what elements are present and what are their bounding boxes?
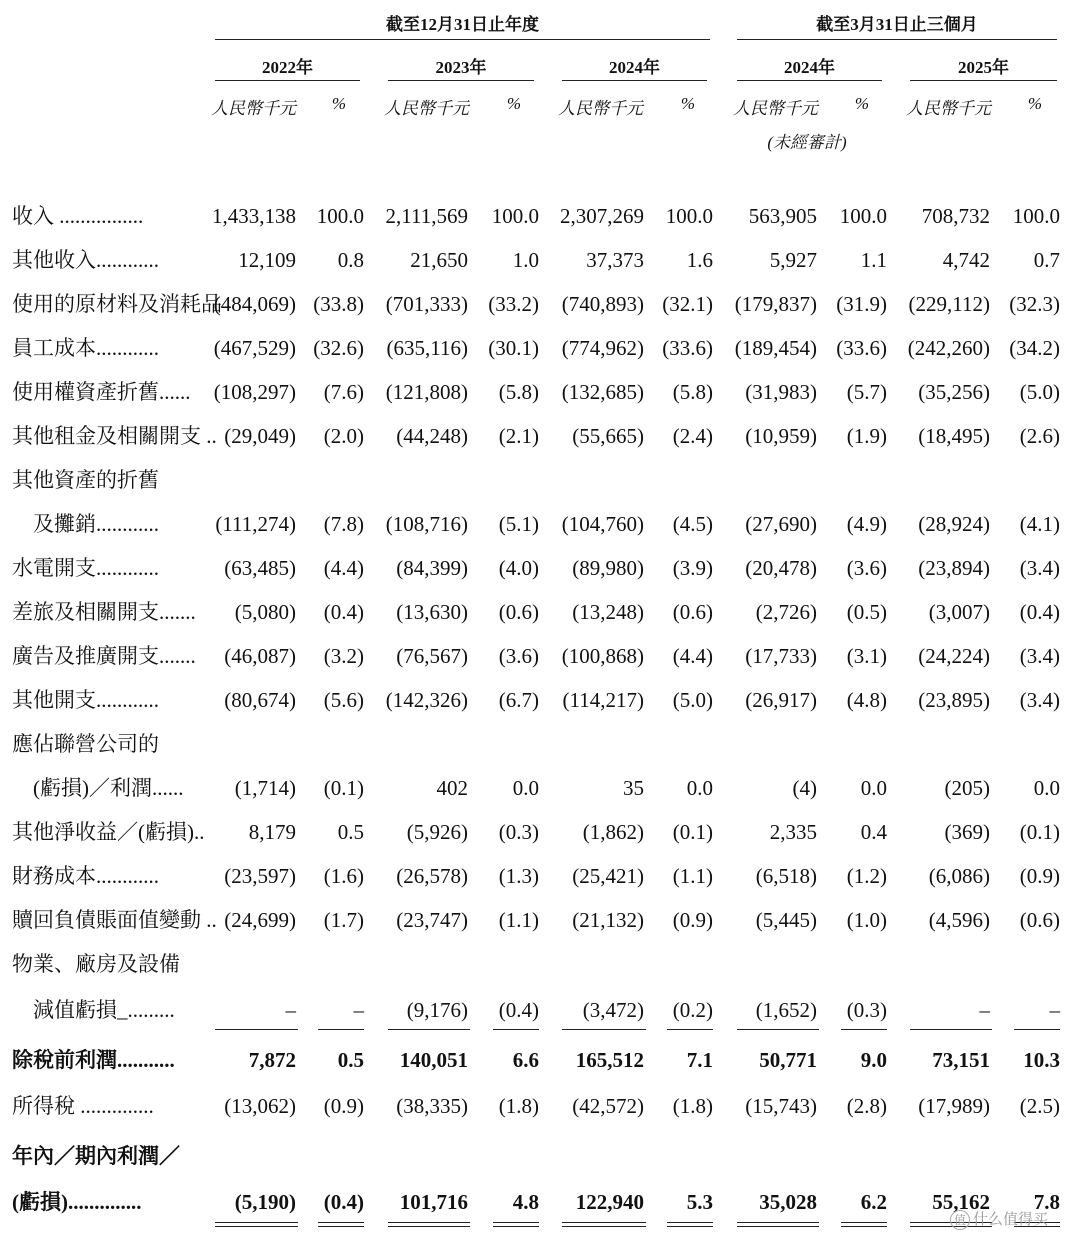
year-header: 2024年: [609, 58, 660, 77]
pct-cell: 100.0: [665, 204, 713, 228]
pct-cell: (4.8): [846, 688, 887, 712]
amount-cell: (76,567): [396, 644, 468, 668]
pct-cell: (5.0): [672, 688, 713, 712]
pct-cell: (1.3): [498, 864, 539, 888]
subtotal-rule: [910, 1029, 992, 1030]
pct-cell: (7.8): [323, 512, 364, 536]
pct-cell: (3.1): [846, 644, 887, 668]
amount-cell: (23,894): [918, 556, 990, 580]
pct-cell: (1.6): [323, 864, 364, 888]
amount-cell: (23,895): [918, 688, 990, 712]
subtotal-rule: [318, 1029, 364, 1030]
table-row: [0, 418, 1080, 458]
pct-cell: (30.1): [488, 336, 539, 360]
pct-cell: 7.8: [1033, 1190, 1060, 1214]
pct-cell: (0.4): [323, 600, 364, 624]
pct-cell: 1.6: [686, 248, 713, 272]
unit-pct-label: %: [680, 94, 696, 113]
amount-cell: 122,940: [575, 1190, 644, 1214]
table-row: [0, 594, 1080, 634]
pct-cell: 6.2: [860, 1190, 887, 1214]
pct-cell: (32.6): [313, 336, 364, 360]
row-label: 其他收入............: [12, 248, 159, 272]
pct-cell: (7.6): [323, 380, 364, 404]
amount-cell: (369): [944, 820, 990, 844]
amount-cell: (467,529): [213, 336, 296, 360]
amount-cell: (26,917): [745, 688, 817, 712]
amount-cell: (63,485): [224, 556, 296, 580]
subtotal-rule: [562, 1029, 646, 1030]
pct-cell: (1.8): [498, 1094, 539, 1118]
amount-cell: 4,742: [942, 248, 990, 272]
amount-cell: (35,256): [918, 380, 990, 404]
amount-cell: (5,926): [406, 820, 468, 844]
pct-cell: (5.8): [672, 380, 713, 404]
year-header: 2024年: [784, 58, 835, 77]
amount-cell: –: [285, 998, 296, 1022]
amount-cell: 101,716: [399, 1190, 468, 1214]
pct-cell: (0.3): [498, 820, 539, 844]
year-header-rule: [910, 80, 1057, 81]
row-label: 應佔聯營公司的: [12, 732, 159, 756]
amount-cell: 21,650: [410, 248, 468, 272]
group-header-q: 截至3月31日止三個月: [816, 15, 978, 34]
pct-cell: 0.8: [337, 248, 364, 272]
subtotal-rule: [215, 1029, 298, 1030]
amount-cell: (55,665): [572, 424, 644, 448]
pct-cell: (33.6): [662, 336, 713, 360]
amount-cell: (13,630): [396, 600, 468, 624]
pct-cell: (5.0): [1019, 380, 1060, 404]
pct-cell: (5.8): [498, 380, 539, 404]
pct-cell: (2.1): [498, 424, 539, 448]
pct-cell: (4.4): [323, 556, 364, 580]
pct-cell: (0.4): [1019, 600, 1060, 624]
amount-cell: 165,512: [575, 1048, 644, 1072]
row-label: 減值虧損_.........: [12, 998, 175, 1022]
pct-cell: (4.1): [1019, 512, 1060, 536]
subtotal-rule: [1014, 1029, 1060, 1030]
total-double-rule: [215, 1222, 298, 1227]
pct-cell: (2.8): [846, 1094, 887, 1118]
pct-cell: (3.4): [1019, 688, 1060, 712]
unit-pct-label: %: [854, 94, 870, 113]
amount-cell: 12,109: [238, 248, 296, 272]
pct-cell: (0.4): [323, 1190, 364, 1214]
table-row: [0, 1088, 1080, 1128]
table-row: [0, 198, 1080, 238]
row-label: 年內／期內利潤／: [12, 1144, 180, 1168]
amount-cell: 8,179: [248, 820, 296, 844]
amount-cell: (205): [944, 776, 990, 800]
group-header-q-rule: [737, 39, 1057, 40]
row-label: 所得稅 ..............: [12, 1094, 154, 1118]
table-row: [0, 374, 1080, 414]
row-label: 使用權資產折舊......: [12, 380, 191, 404]
pct-cell: (3.6): [846, 556, 887, 580]
amount-cell: (3,007): [928, 600, 990, 624]
amount-cell: (5,190): [234, 1190, 296, 1214]
row-label: 其他資產的折舊: [12, 468, 159, 492]
pct-cell: 100.0: [839, 204, 887, 228]
table-row: [0, 770, 1080, 810]
year-header: 2022年: [262, 58, 313, 77]
pct-cell: (0.1): [323, 776, 364, 800]
amount-cell: (774,962): [561, 336, 644, 360]
row-label: 贖回負債賬面值變動 ..: [12, 908, 217, 932]
table-row: [0, 506, 1080, 546]
amount-cell: (25,421): [572, 864, 644, 888]
pct-cell: 0.5: [337, 1048, 364, 1072]
row-label: 員工成本............: [12, 336, 159, 360]
pct-cell: (4.4): [672, 644, 713, 668]
table-row: [0, 462, 1080, 502]
total-double-rule: [493, 1222, 539, 1227]
pct-cell: 0.0: [686, 776, 713, 800]
unit-amount-label: 人民幣千元: [558, 99, 643, 118]
pct-cell: (0.9): [1019, 864, 1060, 888]
row-label: (虧損)..............: [12, 1190, 142, 1214]
total-double-rule: [737, 1222, 819, 1227]
amount-cell: (1,652): [755, 998, 817, 1022]
group-header-fy-rule: [215, 39, 710, 40]
pct-cell: (34.2): [1009, 336, 1060, 360]
amount-cell: (132,685): [561, 380, 644, 404]
pct-cell: (4.0): [498, 556, 539, 580]
amount-cell: (4): [792, 776, 817, 800]
amount-cell: 7,872: [248, 1048, 296, 1072]
amount-cell: (13,062): [224, 1094, 296, 1118]
amount-cell: (21,132): [572, 908, 644, 932]
total-double-rule: [388, 1222, 470, 1227]
row-label: 廣告及推廣開支.......: [12, 644, 196, 668]
table-row: [0, 858, 1080, 898]
amount-cell: (740,893): [561, 292, 644, 316]
amount-cell: 563,905: [748, 204, 817, 228]
table-row: [0, 992, 1080, 1032]
total-double-rule: [667, 1222, 713, 1227]
pct-cell: (1.8): [672, 1094, 713, 1118]
pct-cell: (0.6): [498, 600, 539, 624]
row-label: 財務成本............: [12, 864, 159, 888]
amount-cell: (31,983): [745, 380, 817, 404]
amount-cell: (104,760): [561, 512, 644, 536]
pct-cell: (3.6): [498, 644, 539, 668]
pct-cell: (0.6): [1019, 908, 1060, 932]
pct-cell: (5.1): [498, 512, 539, 536]
amount-cell: (121,808): [385, 380, 468, 404]
pct-cell: 0.0: [860, 776, 887, 800]
pct-cell: (32.1): [662, 292, 713, 316]
unit-pct-label: %: [331, 94, 347, 113]
pct-cell: 0.4: [860, 820, 887, 844]
year-header-rule: [562, 80, 707, 81]
table-row: [0, 1184, 1080, 1224]
amount-cell: (179,837): [734, 292, 817, 316]
amount-cell: (242,260): [907, 336, 990, 360]
pct-cell: 100.0: [491, 204, 539, 228]
amount-cell: (18,495): [918, 424, 990, 448]
pct-cell: 1.0: [512, 248, 539, 272]
subtotal-rule: [737, 1029, 819, 1030]
amount-cell: 708,732: [921, 204, 990, 228]
amount-cell: (26,578): [396, 864, 468, 888]
row-label: 其他淨收益／(虧損)..: [12, 820, 205, 844]
year-header: 2023年: [435, 58, 487, 77]
table-row: [0, 902, 1080, 942]
amount-cell: (24,224): [918, 644, 990, 668]
total-double-rule: [318, 1222, 364, 1227]
amount-cell: 55,162: [932, 1190, 990, 1214]
watermark-text: 什么值得买: [973, 1210, 1049, 1228]
pct-cell: 9.0: [860, 1048, 887, 1072]
amount-cell: (701,333): [385, 292, 468, 316]
amount-cell: (2,726): [755, 600, 817, 624]
pct-cell: (6.7): [498, 688, 539, 712]
unaudited-label: (未經審計): [767, 133, 847, 152]
pct-cell: (1.0): [846, 908, 887, 932]
unit-amount-label: 人民幣千元: [733, 99, 818, 118]
pct-cell: 100.0: [1012, 204, 1060, 228]
table-row: [0, 1138, 1080, 1178]
amount-cell: (23,747): [396, 908, 468, 932]
pct-cell: (1.1): [498, 908, 539, 932]
pct-cell: 10.3: [1023, 1048, 1060, 1072]
pct-cell: (0.9): [323, 1094, 364, 1118]
table-row: [0, 946, 1080, 986]
row-label: 除稅前利潤...........: [12, 1048, 175, 1072]
pct-cell: (33.6): [836, 336, 887, 360]
group-header-fy: 截至12月31日止年度: [386, 15, 539, 34]
pct-cell: 4.8: [512, 1190, 539, 1214]
amount-cell: (17,989): [918, 1094, 990, 1118]
subtotal-rule: [388, 1029, 470, 1030]
row-label: 差旅及相關開支.......: [12, 600, 196, 624]
pct-cell: –: [353, 998, 364, 1022]
table-row: [0, 286, 1080, 326]
amount-cell: 35,028: [759, 1190, 817, 1214]
amount-cell: (24,699): [224, 908, 296, 932]
subtotal-rule: [493, 1029, 539, 1030]
pct-cell: (5.7): [846, 380, 887, 404]
amount-cell: 37,373: [586, 248, 644, 272]
amount-cell: (15,743): [745, 1094, 817, 1118]
amount-cell: (484,069): [213, 292, 296, 316]
total-double-rule: [841, 1222, 887, 1227]
pct-cell: (5.6): [323, 688, 364, 712]
pct-cell: (0.9): [672, 908, 713, 932]
amount-cell: (229,112): [908, 292, 990, 316]
row-label: 收入 ................: [12, 204, 144, 228]
amount-cell: (3,472): [582, 998, 644, 1022]
pct-cell: (0.6): [672, 600, 713, 624]
table-row: [0, 550, 1080, 590]
pct-cell: (31.9): [836, 292, 887, 316]
pct-cell: (3.2): [323, 644, 364, 668]
pct-cell: (4.5): [672, 512, 713, 536]
amount-cell: (9,176): [406, 998, 468, 1022]
amount-cell: (1,714): [234, 776, 296, 800]
pct-cell: 5.3: [686, 1190, 713, 1214]
amount-cell: (6,086): [928, 864, 990, 888]
amount-cell: 140,051: [399, 1048, 468, 1072]
pct-cell: 6.6: [512, 1048, 539, 1072]
amount-cell: (108,297): [213, 380, 296, 404]
amount-cell: (80,674): [224, 688, 296, 712]
pct-cell: (1.7): [323, 908, 364, 932]
amount-cell: 5,927: [769, 248, 817, 272]
pct-cell: (2.0): [323, 424, 364, 448]
amount-cell: (6,518): [755, 864, 817, 888]
pct-cell: (3.4): [1019, 644, 1060, 668]
year-header-rule: [215, 80, 360, 81]
table-row: [0, 726, 1080, 766]
watermark-icon: 值: [950, 1210, 970, 1230]
row-label: 其他開支............: [12, 688, 159, 712]
amount-cell: –: [979, 998, 990, 1022]
year-header-rule: [737, 80, 882, 81]
pct-cell: 0.0: [512, 776, 539, 800]
pct-cell: (33.2): [488, 292, 539, 316]
amount-cell: (635,116): [386, 336, 468, 360]
amount-cell: 2,335: [769, 820, 817, 844]
amount-cell: 2,307,269: [560, 204, 644, 228]
row-label: 水電開支............: [12, 556, 159, 580]
amount-cell: (111,274): [215, 512, 296, 536]
amount-cell: (100,868): [561, 644, 644, 668]
total-double-rule: [562, 1222, 646, 1227]
unit-pct-label: %: [1027, 94, 1043, 113]
pct-cell: (0.3): [846, 998, 887, 1022]
pct-cell: (0.5): [846, 600, 887, 624]
table-row: [0, 242, 1080, 282]
year-header-rule: [388, 80, 534, 81]
amount-cell: (1,862): [582, 820, 644, 844]
amount-cell: (89,980): [572, 556, 644, 580]
amount-cell: (189,454): [734, 336, 817, 360]
row-label: 使用的原材料及消耗品: [12, 292, 222, 316]
table-row: [0, 1042, 1080, 1082]
amount-cell: (108,716): [385, 512, 468, 536]
amount-cell: (114,217): [562, 688, 644, 712]
amount-cell: (142,326): [385, 688, 468, 712]
pct-cell: 1.1: [860, 248, 887, 272]
pct-cell: (2.4): [672, 424, 713, 448]
pct-cell: 0.0: [1033, 776, 1060, 800]
amount-cell: (44,248): [396, 424, 468, 448]
amount-cell: (5,445): [755, 908, 817, 932]
pct-cell: (2.6): [1019, 424, 1060, 448]
pct-cell: (2.5): [1019, 1094, 1060, 1118]
pct-cell: (32.3): [1009, 292, 1060, 316]
watermark: [950, 1208, 1048, 1230]
amount-cell: 73,151: [932, 1048, 990, 1072]
row-label: (虧損)／利潤......: [12, 776, 184, 800]
amount-cell: (84,399): [396, 556, 468, 580]
pct-cell: (0.2): [672, 998, 713, 1022]
pct-cell: 7.1: [686, 1048, 713, 1072]
pct-cell: 100.0: [316, 204, 364, 228]
unit-amount-label: 人民幣千元: [906, 99, 991, 118]
pct-cell: (3.4): [1019, 556, 1060, 580]
pct-cell: (0.1): [672, 820, 713, 844]
table-row: [0, 814, 1080, 854]
amount-cell: (38,335): [396, 1094, 468, 1118]
pct-cell: –: [1049, 998, 1060, 1022]
subtotal-rule: [667, 1029, 713, 1030]
amount-cell: 2,111,569: [385, 204, 468, 228]
pct-cell: (4.9): [846, 512, 887, 536]
amount-cell: 35: [623, 776, 644, 800]
pct-cell: (0.1): [1019, 820, 1060, 844]
subtotal-rule: [841, 1029, 887, 1030]
unit-amount-label: 人民幣千元: [384, 99, 469, 118]
unit-amount-label: 人民幣千元: [211, 99, 296, 118]
pct-cell: (1.9): [846, 424, 887, 448]
table-row: [0, 638, 1080, 678]
pct-cell: (33.8): [313, 292, 364, 316]
amount-cell: 50,771: [759, 1048, 817, 1072]
amount-cell: (20,478): [745, 556, 817, 580]
table-row: [0, 330, 1080, 370]
amount-cell: (10,959): [745, 424, 817, 448]
unit-pct-label: %: [506, 94, 522, 113]
row-label: 物業、廠房及設備: [12, 952, 180, 976]
amount-cell: (17,733): [745, 644, 817, 668]
pct-cell: 0.5: [337, 820, 364, 844]
amount-cell: (29,049): [224, 424, 296, 448]
pct-cell: (1.2): [846, 864, 887, 888]
amount-cell: (23,597): [224, 864, 296, 888]
amount-cell: 1,433,138: [212, 204, 296, 228]
amount-cell: (42,572): [572, 1094, 644, 1118]
pct-cell: (1.1): [672, 864, 713, 888]
pct-cell: 0.7: [1033, 248, 1060, 272]
amount-cell: (4,596): [928, 908, 990, 932]
pct-cell: (3.9): [672, 556, 713, 580]
amount-cell: (5,080): [234, 600, 296, 624]
pct-cell: (0.4): [498, 998, 539, 1022]
amount-cell: (28,924): [918, 512, 990, 536]
row-label: 其他租金及相關開支 ..: [12, 424, 217, 448]
amount-cell: 402: [436, 776, 468, 800]
table-row: [0, 682, 1080, 722]
amount-cell: (27,690): [745, 512, 817, 536]
amount-cell: (13,248): [572, 600, 644, 624]
year-header: 2025年: [958, 58, 1009, 77]
row-label: 及攤銷............: [12, 512, 159, 536]
amount-cell: (46,087): [224, 644, 296, 668]
